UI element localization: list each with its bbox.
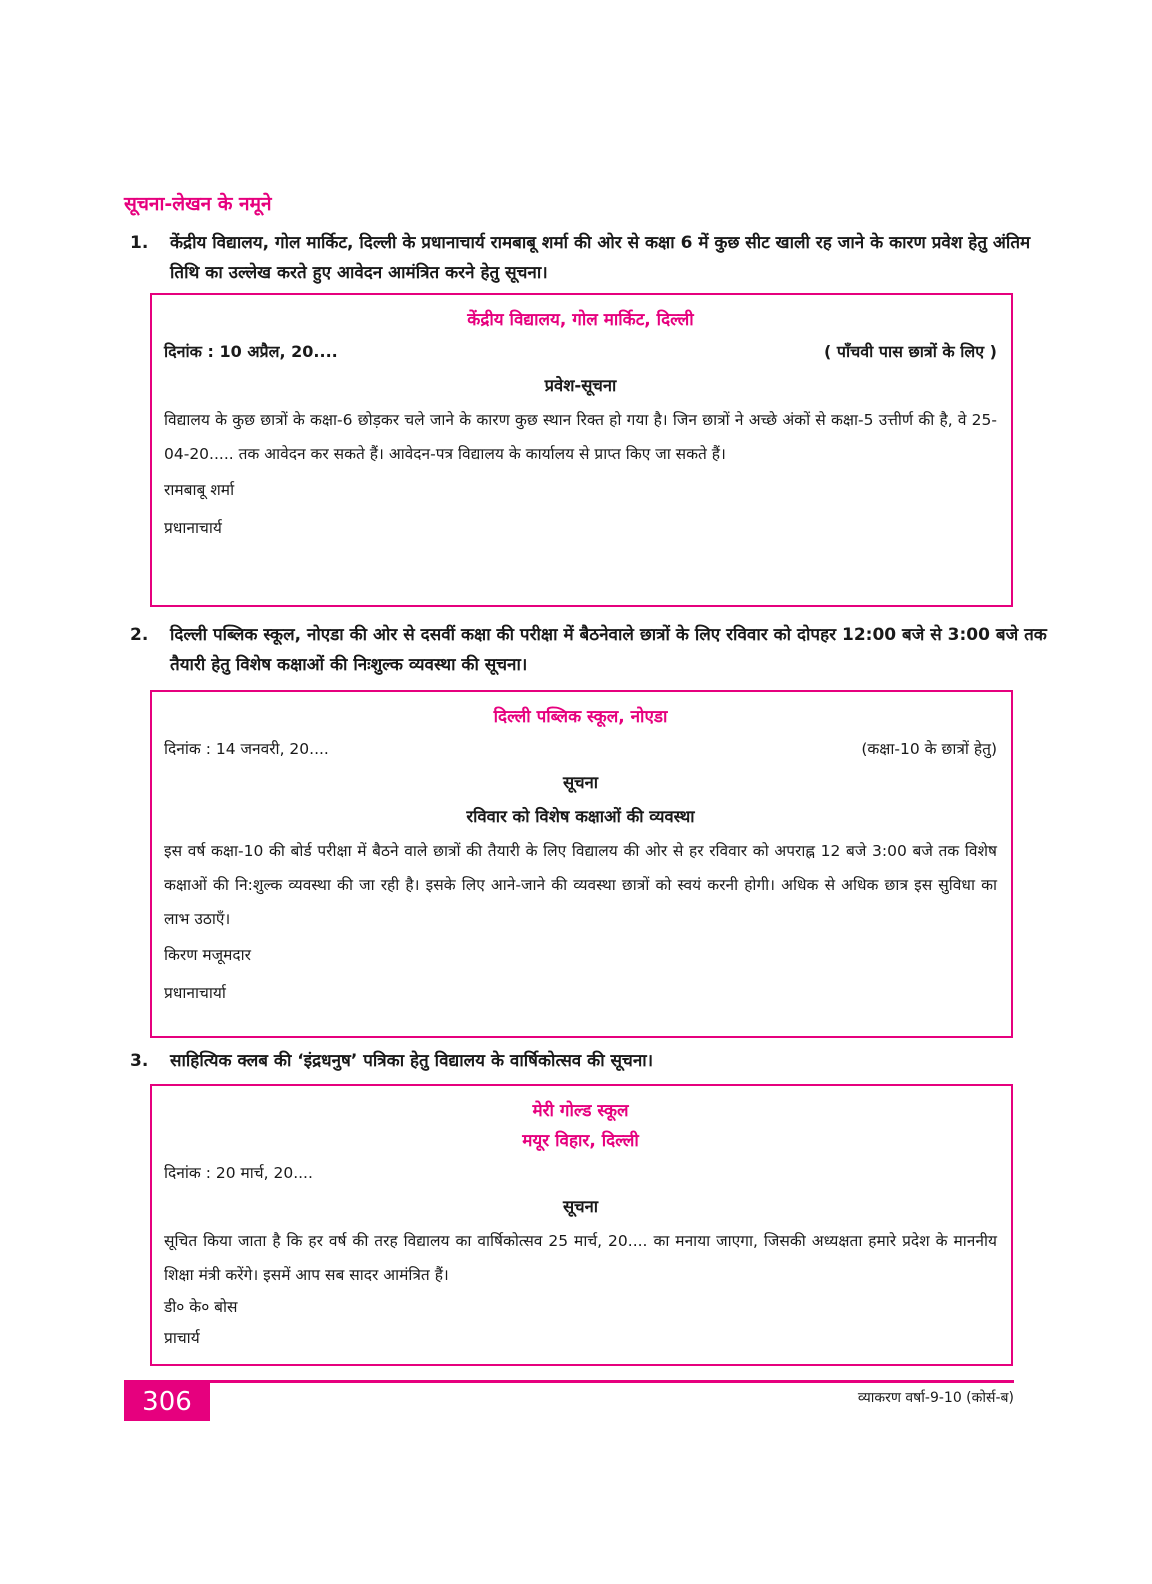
page-number-badge: 306 [124,1383,210,1421]
notice-audience: (कक्षा-10 के छात्रों हेतु) [861,740,997,758]
question-text: केंद्रीय विद्यालय, गोल मार्किट, दिल्ली के प्रधानाचार्य रामबाबू शर्मा की ओर से कक्षा 6 में कुछ सीट खाली रह जाने के कारण प्रवेश हेतु अंतिम तिथि का उल्लेख करते हुए आवेदन आमंत्रित करने हेतु सूचना। [170,233,1031,283]
question-text: दिल्ली पब्लिक स्कूल, नोएडा की ओर से दसवीं कक्षा की परीक्षा में बैठनेवाले छात्रों के लिए रविवार को दोपहर 12:00 बजे से 3:00 बजे तक तैयारी हेतु विशेष कक्षाओं की निःशुल्क व्यवस्था की सूचना। [170,625,1047,675]
question-2 [130,620,1050,680]
notice-designation: प्राचार्य [164,1329,200,1347]
notice-title: दिल्ली पब्लिक स्कूल, नोएडा [493,707,668,727]
question-number: 3. [130,1051,149,1071]
notice-signatory: किरण मजूमदार [164,946,252,964]
book-title: व्याकरण वर्षा-9-10 (कोर्स-ब) [857,1390,1014,1406]
notice-audience: ( पाँचवी पास छात्रों के लिए ) [824,342,997,361]
question-3 [130,1046,1050,1076]
notice-box-2 [150,690,1013,1038]
notice-heading: सूचना [562,773,599,792]
notice-date: दिनांक : 10 अप्रैल, 20.... [164,342,338,361]
footer-rule [124,1380,1014,1383]
notice-title: मेरी गोल्ड स्कूल [532,1101,629,1121]
notice-date-row [164,732,997,766]
notice-body: इस वर्ष कक्षा-10 की बोर्ड परीक्षा में बैठने वाले छात्रों की तैयारी के लिए विद्यालय की ओर से हर रविवार को अपराह्न 12 बजे 3:00 बजे तक विशेष कक्षाओं की नि:शुल्क व्यवस्था की जा रही है। इसके लिए आने-जाने की व्यवस्था छात्रों को स्वयं करनी होगी। अधिक से अधिक छात्र इस सुविधा का लाभ उठाएँ। [164,842,997,928]
notice-date-row [164,335,997,369]
notice-signatory: रामबाबू शर्मा [164,481,235,499]
notice-date: दिनांक : 20 मार्च, 20.... [164,1164,313,1182]
notice-date: दिनांक : 14 जनवरी, 20.... [164,740,329,758]
notice-title-2: मयूर विहार, दिल्ली [522,1131,639,1151]
notice-date-row [164,1156,997,1190]
notice-signatory: डी० के० बोस [164,1298,238,1316]
question-number: 1. [130,233,149,253]
notice-box-1 [150,293,1013,607]
notice-designation: प्रधानाचार्य [164,519,222,537]
notice-designation: प्रधानाचार्या [164,984,226,1002]
notice-title: केंद्रीय विद्यालय, गोल मार्किट, दिल्ली [467,310,694,330]
section-heading: सूचना-लेखन के नमूने [124,193,272,215]
notice-body: सूचित किया जाता है कि हर वर्ष की तरह विद्यालय का वार्षिकोत्सव 25 मार्च, 20.... का मनाया जाएगा, जिसकी अध्यक्षता हमारे प्रदेश के माननीय शिक्षा मंत्री करेंगे। इसमें आप सब सादर आमंत्रित हैं। [164,1232,997,1284]
question-1 [130,228,1050,288]
notice-heading: सूचना [562,1197,599,1216]
notice-box-3 [150,1084,1013,1366]
notice-body: विद्यालय के कुछ छात्रों के कक्षा-6 छोड़कर चले जाने के कारण कुछ स्थान रिक्त हो गया है। जिन छात्रों ने अच्छे अंकों से कक्षा-5 उत्तीर्ण की है, वे 25-04-20..... तक आवेदन कर सकते हैं। आवेदन-पत्र विद्यालय के कार्यालय से प्राप्त किए जा सकते हैं। [164,411,997,463]
question-text: साहित्यिक क्लब की ‘इंद्रधनुष’ पत्रिका हेतु विद्यालय के वार्षिकोत्सव की सूचना। [170,1051,654,1071]
notice-heading: प्रवेश-सूचना [544,376,617,395]
question-number: 2. [130,625,149,645]
notice-subheading: रविवार को विशेष कक्षाओं की व्यवस्था [466,807,695,826]
